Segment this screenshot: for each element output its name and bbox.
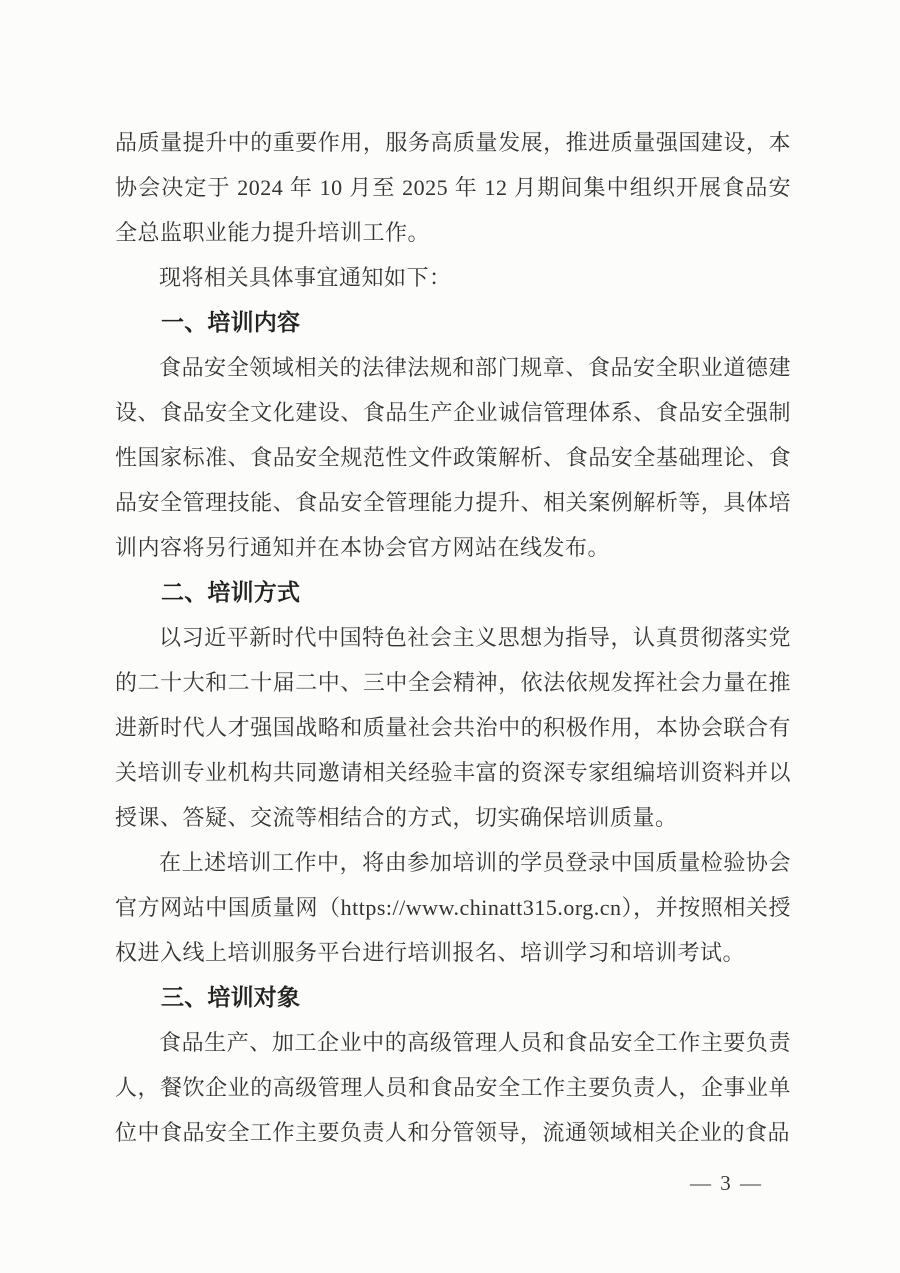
section-heading: 一、培训内容	[161, 309, 301, 335]
paragraph: 在上述培训工作中，将由参加培训的学员登录中国质量检验协会官方网站中国质量网（https://www.chinatt315.org.cn），并按照相关授权进入线上培训服务平台进行培训报名、培训学习和培训考试。	[115, 850, 791, 965]
paragraph: 以习近平新时代中国特色社会主义思想为指导，认真贯彻落实党的二十大和二十届二中、三中全会精神，依法依规发挥社会力量在推进新时代人才强国战略和质量社会共治中的积极作用，本协会联合有关培训专业机构共同邀请相关经验丰富的资深专家组编培训资料并以授课、答疑、交流等相结合的方式，切实确保培训质量。	[115, 625, 791, 830]
paragraph: 现将相关具体事宜通知如下：	[159, 265, 452, 290]
paragraph: 品质量提升中的重要作用，服务高质量发展，推进质量强国建设，本协会决定于 2024 年 10 月至 2025 年 12 月期间集中组织开展食品安全总监职业能力提升培训工作。	[115, 130, 791, 245]
paragraph: 食品安全领域相关的法律法规和部门规章、食品安全职业道德建设、食品安全文化建设、食品生产企业诚信管理体系、食品安全强制性国家标准、食品安全规范性文件政策解析、食品安全基础理论、食品安全管理技能、食品安全管理能力提升、相关案例解析等，具体培训内容将另行通知并在本协会官方网站在线发布。	[115, 355, 791, 560]
section-heading: 三、培训对象	[161, 984, 301, 1010]
paragraph: 食品生产、加工企业中的高级管理人员和食品安全工作主要负责人，餐饮企业的高级管理人员和食品安全工作主要负责人，企事业单位中食品安全工作主要负责人和分管领导，流通领域相关企业的食品	[115, 1030, 791, 1145]
section-heading: 二、培训方式	[161, 579, 301, 605]
page-number: — 3 —	[690, 1171, 763, 1195]
document-content	[115, 120, 791, 1155]
